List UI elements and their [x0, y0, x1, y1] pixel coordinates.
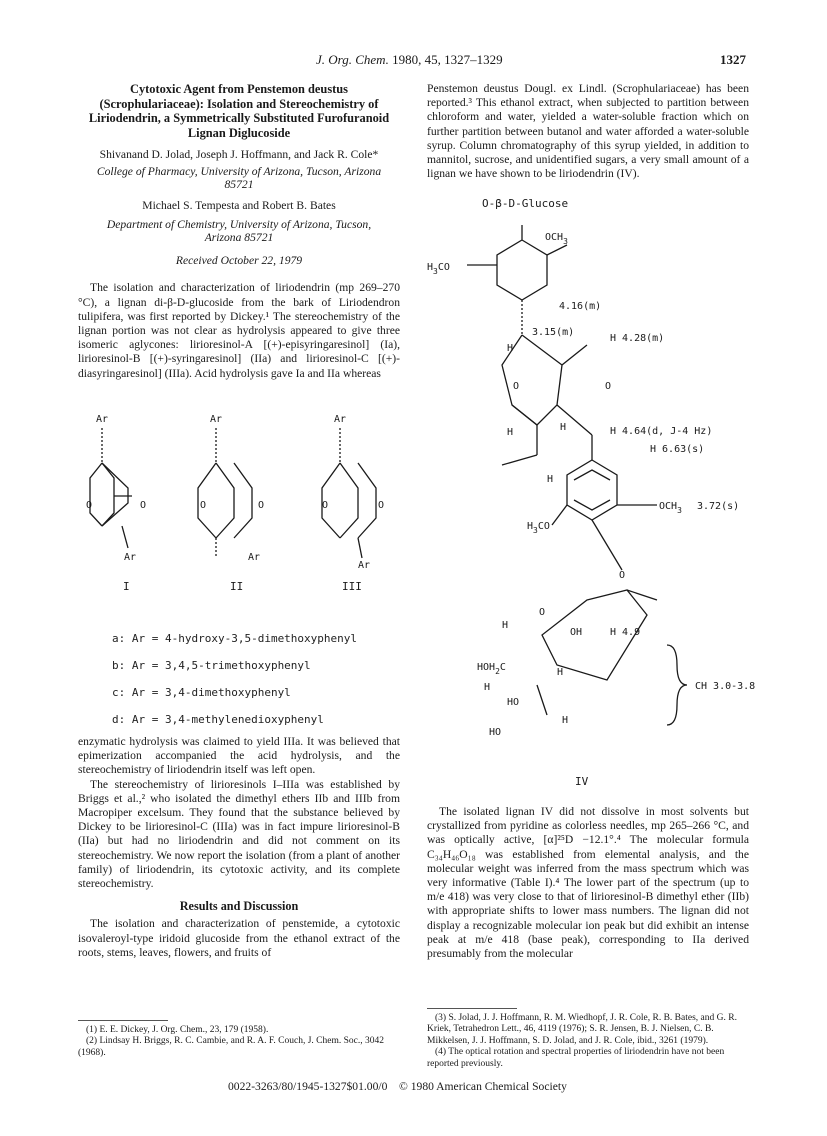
copyright: © 1980 American Chemical Society [399, 1080, 567, 1093]
svg-text:Ar: Ar [248, 552, 261, 563]
nmr-4-16: 4.16(m) [559, 301, 602, 312]
journal-citation [316, 52, 516, 68]
paragraph-extraction: Penstemon deustus Dougl. ex Lindl. (Scrophulariaceae) has been reported.³ This ethanol extract, when subjected to partition between chloroform and water, yielded a water-soluble fraction which on further partition between butanol and water afforded a water-soluble syrup. Column chromatography of this syrup yielded, in addition to mannitol, sucrose, and unidentified sugars, a very small amount of a lignan we have shown to be liriodendrin (IV). [427, 82, 749, 181]
left-column [78, 82, 400, 381]
nmr-3-15: 3.15(m) [532, 327, 575, 338]
article-title: Cytotoxic Agent from Penstemon deustus (Scrophulariaceae): Isolation and Stereochemistry of Liriodendrin, a Symmetrically Substituted Furofuranoid Lignan Diglucoside [88, 82, 390, 140]
ar-definition-a: a: Ar = 4-hydroxy-3,5-dimethoxyphenyl [112, 632, 358, 645]
structure-II [198, 428, 252, 558]
svg-text:O: O [539, 607, 546, 618]
svg-text:H: H [560, 422, 567, 433]
svg-text:H3CO: $H_3CO$ [427, 262, 450, 276]
structure-IV [427, 195, 757, 795]
received-date: Received October 22, 1979 [175, 254, 303, 268]
structure-label-III: III [342, 580, 362, 593]
authors-group-2: Michael S. Tempesta and Robert B. Bates [142, 199, 336, 213]
journal-name: J. Org. Chem. [316, 52, 389, 67]
page-number: 1327 [720, 52, 746, 67]
svg-text:O: O [619, 570, 626, 581]
structures-I-II-III [78, 408, 400, 608]
svg-text:OH: OH [570, 627, 583, 638]
footnote-2: (2) Lindsay H. Briggs, R. C. Cambie, and R. A. F. Couch, J. Chem. Soc., 3042 (1968). [78, 1036, 384, 1058]
ar-definition-c: c: Ar = 3,4-dimethoxyphenyl [112, 686, 291, 699]
authors-group-1: Shivanand D. Jolad, Joseph J. Hoffmann, and Jack R. Cole* [99, 148, 379, 162]
glucose-top-label: O-β-D-Glucose [482, 197, 569, 210]
svg-text:Ar: Ar [334, 414, 347, 425]
nmr-4-9: H 4.9 [610, 627, 641, 638]
svg-text:HOH2C: $HOH_2C$ [477, 662, 506, 676]
nmr-3-72: 3.72(s) [697, 501, 740, 512]
right-column-top [427, 82, 749, 181]
svg-text:O: O [86, 500, 93, 511]
structure-III [322, 428, 376, 558]
footnote-divider [78, 1020, 168, 1021]
ar-definition-b: b: Ar = 3,4,5-trimethoxyphenyl [112, 659, 311, 672]
affiliation-2: Department of Chemistry, University of Arizona, Tucson, Arizona 85721 [106, 218, 372, 245]
svg-text:OCH3: $OCH_3$ [659, 501, 682, 515]
nmr-4-64: H 4.64(d, J-4 Hz) [610, 426, 713, 437]
svg-text:HO: HO [507, 697, 520, 708]
nmr-ch: CH 3.0-3.8 [695, 681, 756, 692]
paragraph-isolation: The isolation and characterization of penstemide, a cytotoxic isovaleroyl-type iridoid glucoside from the ethanol extract of the roots, stems, leaves, flowers, and fruits of [78, 917, 400, 959]
svg-text:H: H [547, 474, 554, 485]
structure-label-I: I [123, 580, 130, 593]
svg-text:Ar: Ar [96, 414, 109, 425]
svg-text:H: H [507, 343, 514, 354]
svg-text:Ar: Ar [210, 414, 223, 425]
footnote-1: (1) E. E. Dickey, J. Org. Chem., 23, 179 (1958). [86, 1025, 269, 1035]
svg-text:H: H [557, 667, 564, 678]
right-column-bottom [427, 805, 749, 961]
svg-text:O: O [322, 500, 329, 511]
svg-text:H: H [502, 620, 509, 631]
svg-text:Ar: Ar [358, 560, 371, 571]
affiliation-1: College of Pharmacy, University of Arizona, Tucson, Arizona 85721 [96, 165, 382, 192]
paragraph-hydrolysis: enzymatic hydrolysis was claimed to yield IIIa. It was believed that epimerization accompanied the acid hydrolysis, and the stereochemistry of liriodendrin itself was left open. [78, 735, 400, 777]
article-code: 0022-3263/80/1945-1327$01.00/0 [228, 1080, 388, 1093]
footnote-divider-right [427, 1008, 517, 1009]
structure-label-II: II [230, 580, 244, 593]
svg-text:O: O [140, 500, 147, 511]
svg-text:O: O [200, 500, 207, 511]
footnote-3: (3) S. Jolad, J. J. Hoffmann, R. M. Wiedhopf, J. R. Cole, R. B. Bates, and G. R. Kriek, Tetrahedron Lett., 46, 4119 (1976); S. R. Jensen, B. J. Nielsen, C. B. Mikkelsen, J. J. Hoffmann, S. D. Jolad, and J. R. Cole, ibid., 3261 (1979). [427, 1013, 737, 1046]
svg-text:O: O [605, 381, 612, 392]
page-footer [228, 1080, 567, 1093]
svg-text:H: H [562, 715, 569, 726]
ar-definition-d: d: Ar = 3,4-methylenedioxyphenyl [112, 713, 324, 726]
footnotes-left [78, 1025, 400, 1059]
svg-text:HO: HO [489, 727, 502, 738]
journal-volume-pages: 1980, 45, 1327–1329 [392, 52, 503, 67]
svg-text:O: O [378, 500, 385, 511]
structure-I [90, 428, 132, 548]
svg-text:Ar: Ar [124, 552, 137, 563]
footnotes-right [427, 1013, 749, 1070]
footnote-4: (4) The optical rotation and spectral properties of liriodendrin have not been reported previously. [427, 1047, 725, 1069]
nmr-4-28: H 4.28(m) [610, 333, 665, 344]
svg-text:H: H [507, 427, 514, 438]
svg-text:O: O [513, 381, 520, 392]
svg-text:OCH3: $OCH_3$ [545, 232, 568, 246]
paragraph-characterization: The isolated lignan IV did not dissolve in most solvents but crystallized from pyridine as colorless needles, mp 265–266 °C, and was optically active, [α]²⁵D −12.1°.⁴ The molecular formula C₃₄H₄₆O₁₈ was established from elemental analysis, and the molecular weight was inferred from the mass spectrum which was very informative (Table I).⁴ The lower part of the spectrum (up to m/e 418) was very close to that of lirioresinol-B dimethyl ether (IIb) with appropriate shifts to lower mass numbers. The lignan did not display a recognizable molecular ion peak but did exhibit an intense peak at m/e 418 (base peak), corresponding to IIa derived presumably from the molecular [427, 805, 749, 961]
svg-text:H: H [484, 682, 491, 693]
nmr-6-63: H 6.63(s) [650, 444, 705, 455]
ar-definitions [112, 625, 402, 733]
svg-text:O: O [258, 500, 265, 511]
abstract-text [78, 281, 400, 380]
structure-label-IV: IV [575, 775, 589, 788]
svg-text:H3CO: $H_3CO$ [527, 521, 550, 535]
section-heading: Results and Discussion [179, 899, 299, 914]
abstract-paragraph: The isolation and characterization of liriodendrin (mp 269–270 °C), a lignan di-β-D-glucoside from the bark of Liriodendron tulipifera, was first reported by Dickey.¹ The stereochemistry of the lignan portion was not clear as hydrolysis appeared to give three isomeric aglycones: lirioresinol-A [(+)-episyringaresinol] (Ia), lirioresinol-B [(+)-syringaresinol] (IIa) and lirioresinol-C [(+)-diasyringaresinol] (IIIa). Acid hydrolysis gave Ia and IIa whereas [78, 281, 400, 380]
paragraph-stereochemistry: The stereochemistry of lirioresinols I–IIIa was established by Briggs et al.,² who isolated the dimethyl ethers IIb and IIIb from Macropiper excelsum. They found that the substance believed by Dickey to be lirioresinol-C (IIIa) was in fact impure lirioresinol-B (IIa) but had no liriodendrin and did not comment on its stereochemistry. We now report the isolation (from a plant of another family) of liriodendrin, its cytotoxic activity, and its complete stereochemistry. [78, 777, 400, 891]
left-column-body [78, 735, 400, 960]
